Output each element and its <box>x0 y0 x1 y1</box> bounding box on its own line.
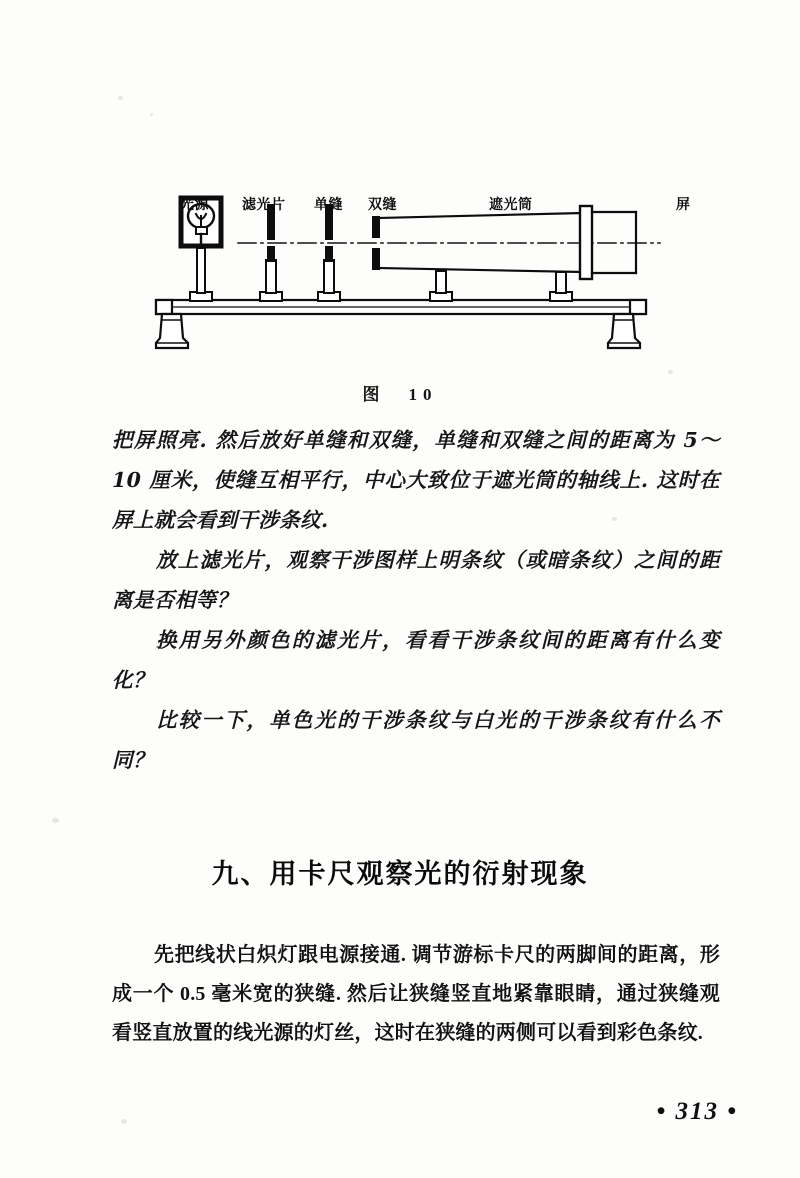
body-paragraph-3: 换用另外颜色的滤光片，看看干涉条纹间的距离有什么变化？ <box>112 628 720 692</box>
section-paragraph-1: 先把线状白炽灯跟电源接通. 调节游标卡尺的两脚间的距离，形成一个 0.5 毫米宽的狭缝. 然后让狭缝竖直地紧靠眼睛，通过狭缝观看竖直放置的线光源的灯丝，这时在狭缝的两侧可以看到彩色条纹. <box>112 944 720 1044</box>
scan-speck <box>52 818 59 823</box>
scan-speck <box>121 1119 127 1124</box>
scan-speck <box>668 370 673 374</box>
light-tube-assembly <box>378 213 582 301</box>
figure-label-light-source: 光源 <box>180 196 209 212</box>
filter-assembly <box>260 204 282 301</box>
page-number: • 313 • <box>656 1098 738 1125</box>
body-paragraph-2: 放上滤光片，观察干涉图样上明条纹（或暗条纹）之间的距离是否相等？ <box>112 548 720 612</box>
scan-speck <box>150 113 153 116</box>
section-heading: 九、用卡尺观察光的衍射现象 <box>211 859 589 889</box>
single-slit-assembly <box>318 204 340 301</box>
figure-label-single-slit: 单缝 <box>314 196 343 212</box>
apparatus-drawing <box>150 186 670 366</box>
figure-label-filter: 滤光片 <box>242 196 286 212</box>
body-paragraph-1: 把屏照亮. 然后放好单缝和双缝，单缝和双缝之间的距离为 5～10 厘米，使缝互相平行，中心大致位于遮光筒的轴线上. 这时在屏上就会看到干涉条纹. <box>112 428 720 532</box>
figure-label-screen: 屏 <box>676 196 691 212</box>
body-paragraph-4: 比较一下，单色光的干涉条纹与白光的干涉条纹有什么不同？ <box>112 708 720 772</box>
figure-label-double-slit: 双缝 <box>368 196 397 212</box>
scan-speck <box>118 96 123 100</box>
figure-label-light-tube: 遮光筒 <box>489 196 533 212</box>
figure-caption: 图 10 <box>362 385 438 404</box>
figure-double-slit-apparatus <box>150 186 691 366</box>
